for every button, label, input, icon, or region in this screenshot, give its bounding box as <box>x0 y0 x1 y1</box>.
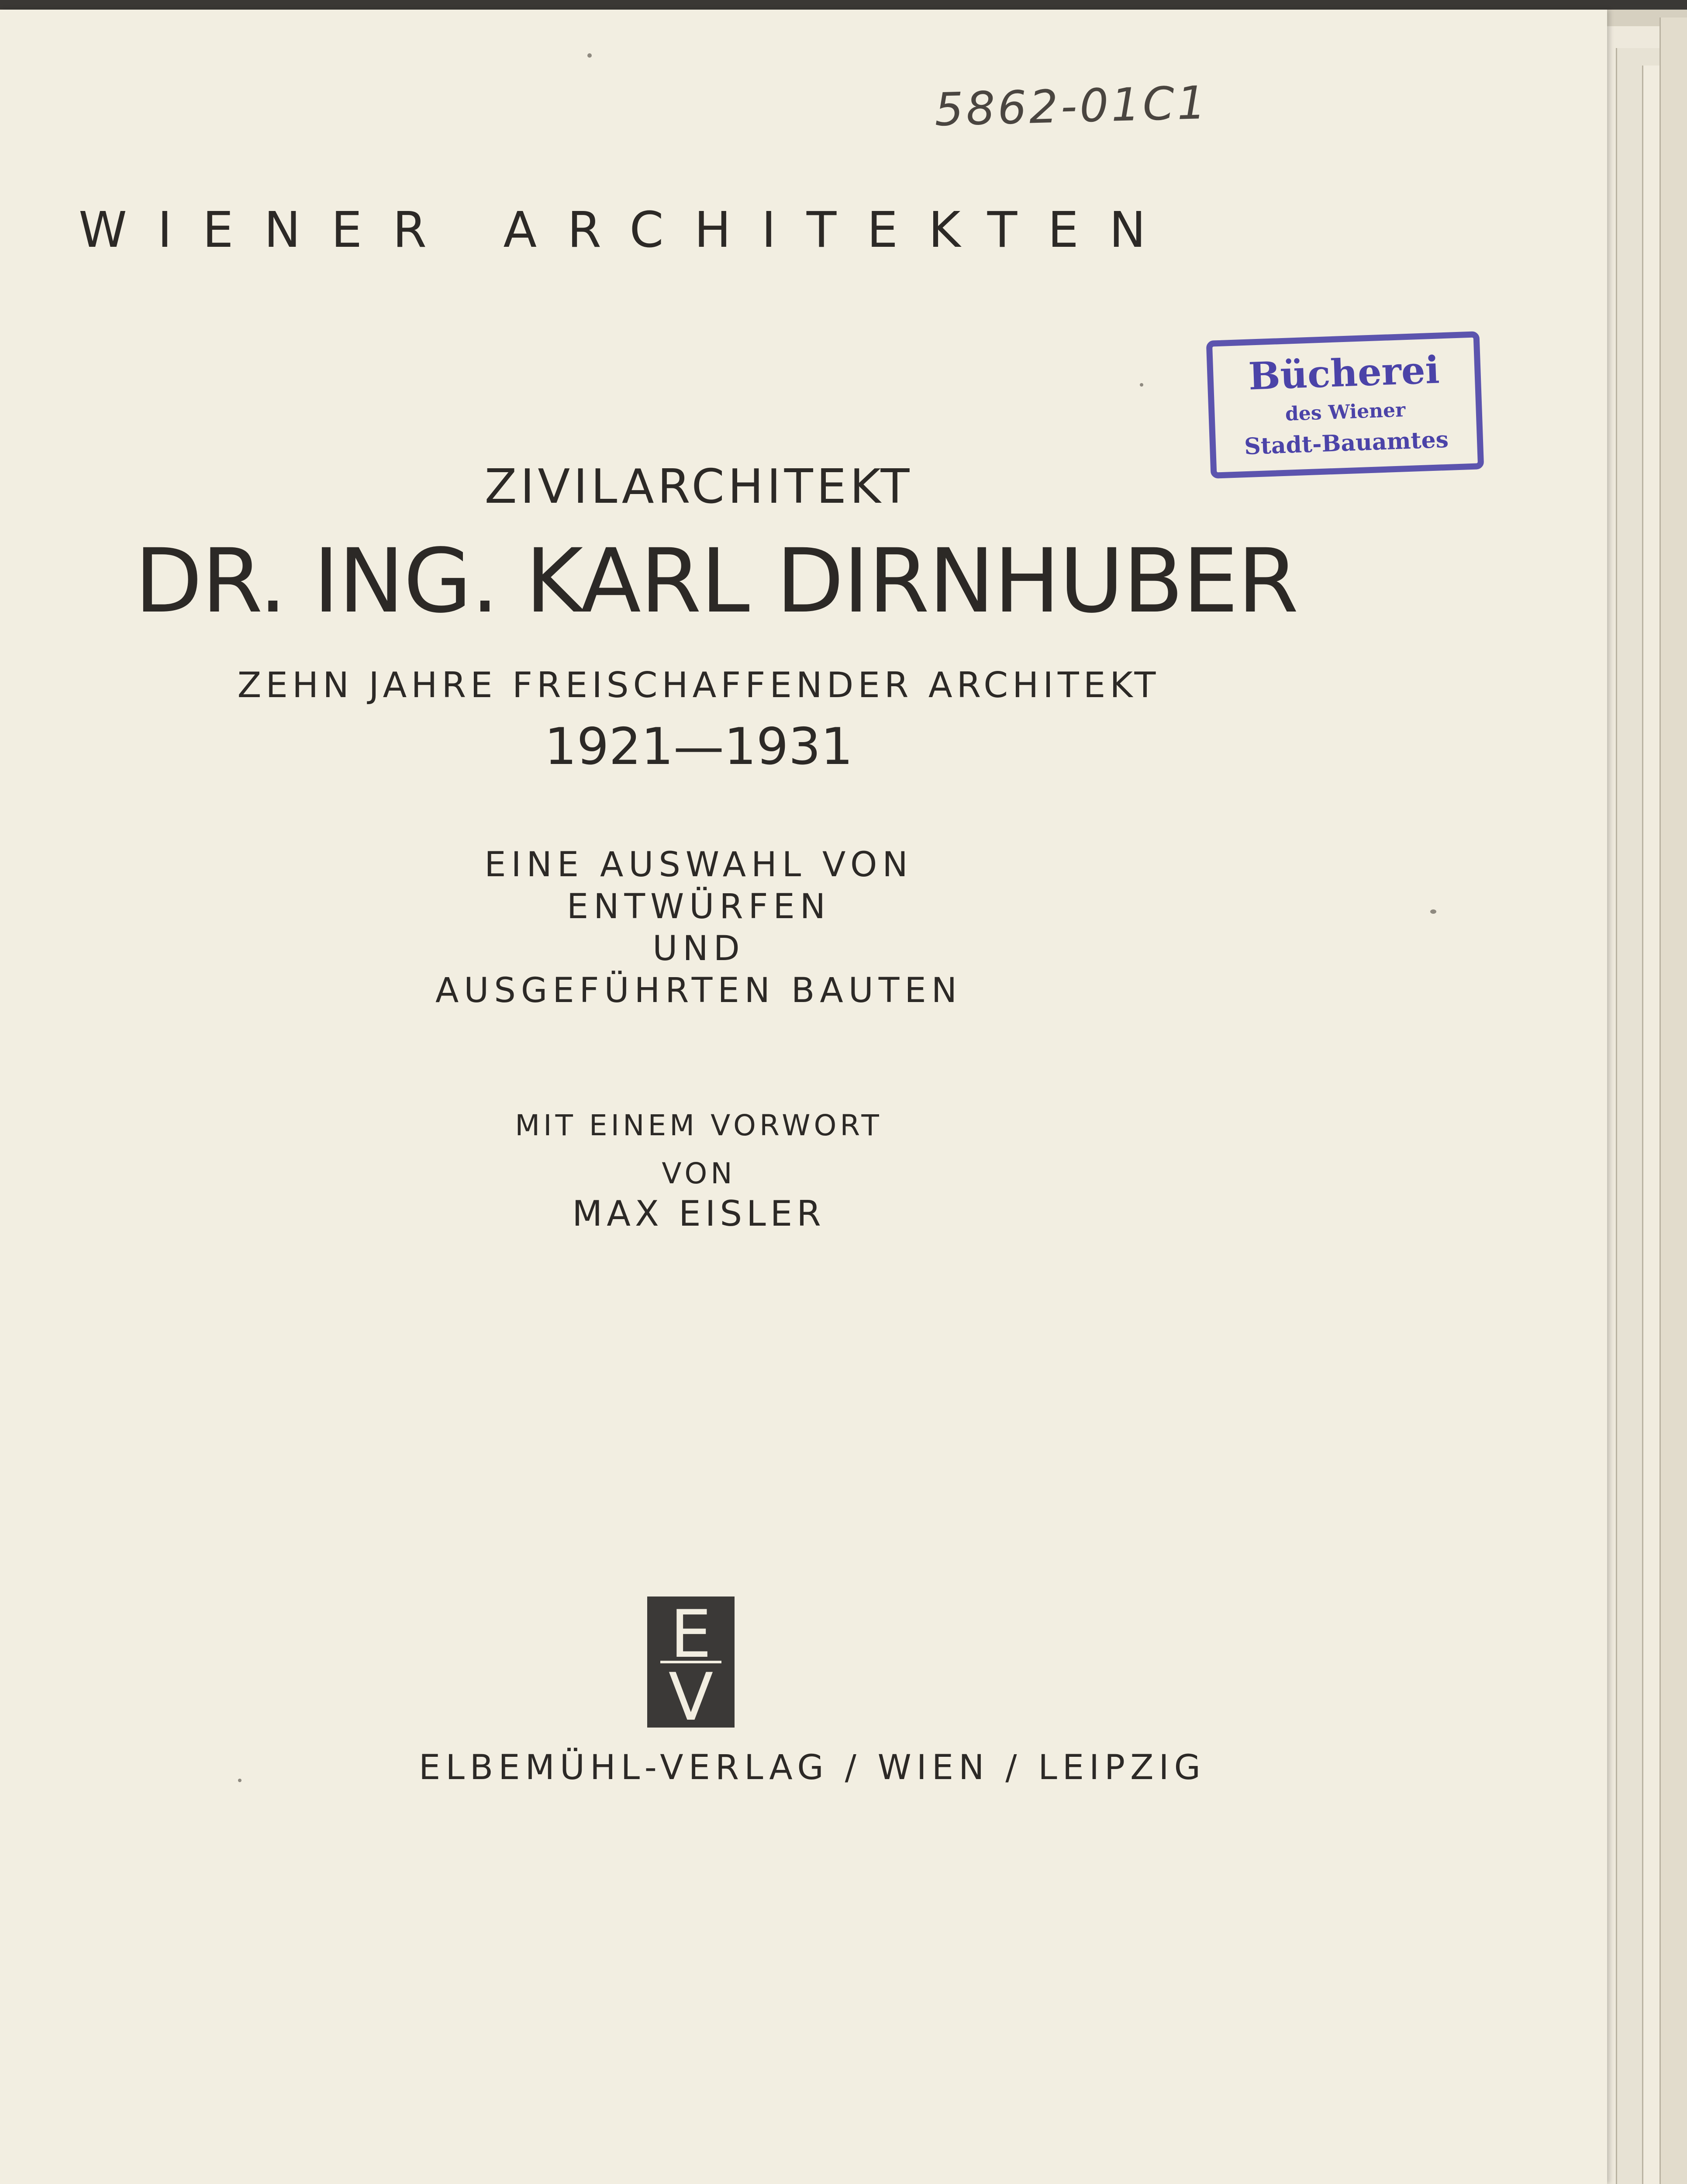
logo-letter-v: V <box>668 1659 714 1728</box>
paper-speck <box>1140 383 1143 387</box>
selection-line-1: EINE AUSWAHL VON <box>484 845 913 885</box>
stamp-line-1: Bücherei <box>1248 348 1440 399</box>
subtitle: ZEHN JAHRE FREISCHAFFENDER ARCHITEKT <box>237 665 1160 705</box>
scanner-edge <box>0 0 1687 10</box>
logo-letter-e: E <box>670 1597 712 1673</box>
page-title: DR. ING. KARL DIRNHUBER <box>135 529 1298 632</box>
selection-description <box>0 844 1397 1012</box>
preface-note <box>0 1102 1397 1198</box>
paper-speck <box>238 1779 241 1782</box>
page-edge <box>1659 17 1687 2184</box>
publisher-logo-icon <box>647 1597 735 1728</box>
title-page <box>0 10 1607 2184</box>
preface-author: MAX EISLER <box>572 1193 825 1234</box>
paper-speck <box>1430 909 1436 914</box>
series-title: WIENER ARCHITEKTEN <box>79 202 1176 259</box>
profession-line: ZIVILARCHITEKT <box>484 460 913 514</box>
library-stamp <box>1203 328 1487 482</box>
handwritten-shelfmark: 5862-01C1 <box>934 76 1209 137</box>
selection-line-3: UND <box>652 929 745 968</box>
publisher-imprint: ELBEMÜHL-VERLAG / WIEN / LEIPZIG <box>419 1748 1206 1787</box>
preface-line-2: VON <box>662 1157 736 1190</box>
paper-speck <box>587 53 592 58</box>
stamp-line-3: Stadt-Bauamtes <box>1244 426 1449 460</box>
year-range: 1921—1931 <box>544 717 853 776</box>
stamp-line-2: des Wiener <box>1285 399 1406 425</box>
selection-line-2: ENTWÜRFEN <box>566 887 831 926</box>
preface-line-1: MIT EINEM VORWORT <box>515 1109 883 1142</box>
selection-line-4: AUSGEFÜHRTEN BAUTEN <box>435 971 963 1010</box>
